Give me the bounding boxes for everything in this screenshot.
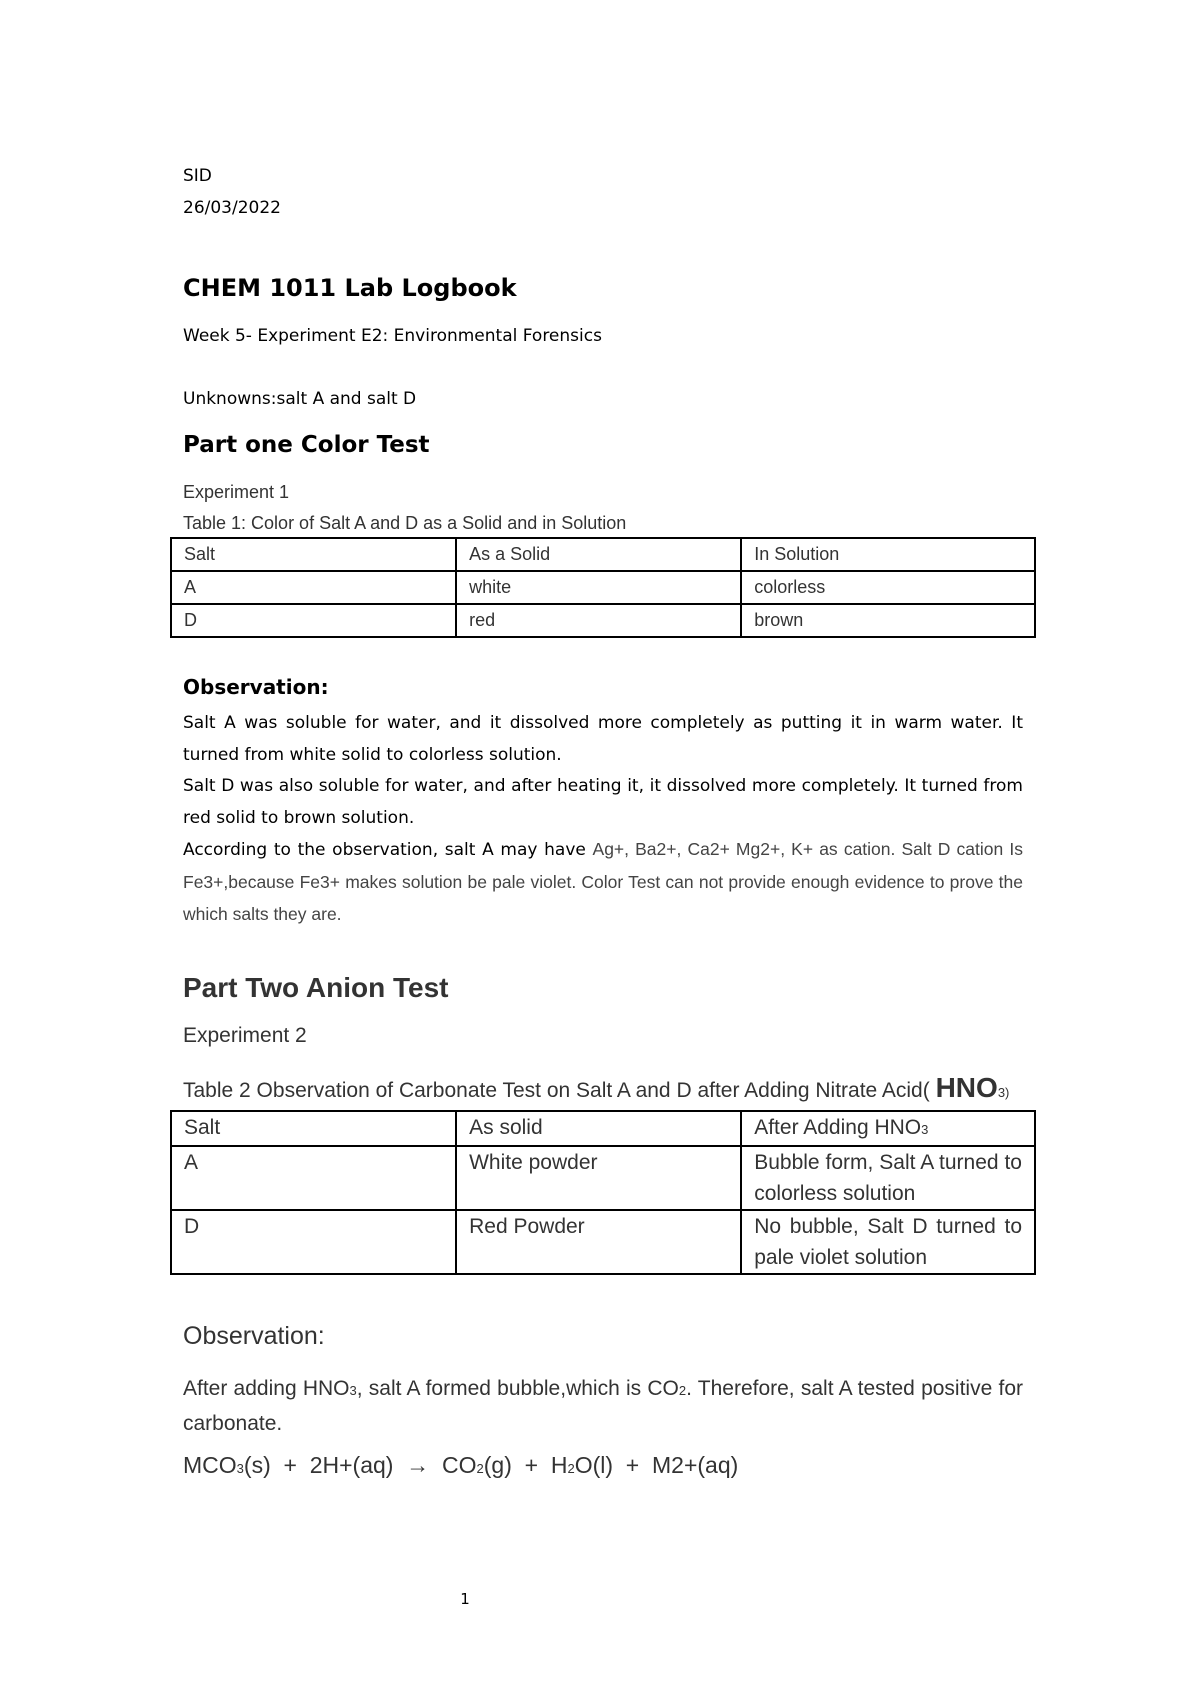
header-cell: As solid: [456, 1111, 741, 1146]
unknowns-line: Unknowns:salt A and salt D: [183, 389, 417, 409]
table-cell: A: [171, 571, 456, 604]
table-header-row: [171, 538, 1035, 571]
week-subtitle: Week 5- Experiment E2: Environmental Forensics: [183, 326, 602, 346]
table-cell: D: [171, 604, 456, 637]
observation-conclusion: [183, 834, 1023, 932]
header-cell: [741, 1111, 1035, 1146]
table-cell: white: [456, 571, 741, 604]
table-cell: A: [171, 1146, 456, 1210]
date: 26/03/2022: [183, 198, 281, 218]
table-cell: White powder: [456, 1146, 741, 1210]
table-2: [170, 1110, 1036, 1275]
observation-salt-a: Salt A was soluble for water, and it dissolved more completely as putting it in warm water. It turned from white solid to colorless solution.: [183, 713, 1023, 765]
student-id: SID: [183, 166, 212, 186]
header-cell: Salt: [171, 1111, 456, 1146]
table-cell: colorless: [741, 571, 1035, 604]
caption-formula: HNO: [935, 1072, 998, 1103]
caption-text: Table 2 Observation of Carbonate Test on Salt A and D after Adding Nitrate Acid(: [183, 1079, 936, 1102]
table-row: [171, 1210, 1035, 1274]
caption-close: ): [1005, 1085, 1010, 1100]
chemical-equation: [183, 1452, 738, 1479]
header-text: After Adding HNO: [754, 1116, 922, 1139]
eq-subscript: 3: [236, 1461, 244, 1476]
table-cell: Bubble form, Salt A turned to colorless solution: [741, 1146, 1035, 1210]
table-1-caption: Table 1: Color of Salt A and D as a Solid and in Solution: [183, 513, 627, 533]
eq-subscript: 2: [567, 1461, 575, 1476]
eq-part: O(l) + M2+(aq): [574, 1452, 739, 1478]
table-2-caption: [183, 1072, 1009, 1104]
obs-text: . Therefore, salt A tested positive for carbonate.: [183, 1377, 1023, 1435]
caption-subscript: 3: [997, 1085, 1006, 1100]
document-title: CHEM 1011 Lab Logbook: [183, 274, 517, 302]
eq-part: MCO: [183, 1452, 237, 1478]
table-cell: brown: [741, 604, 1035, 637]
header-subscript: 3: [921, 1122, 929, 1137]
table-cell: red: [456, 604, 741, 637]
part-one-heading: Part one Color Test: [183, 432, 430, 458]
header-cell: As a Solid: [456, 538, 741, 571]
observation-2-heading: Observation:: [183, 1322, 325, 1350]
table-header-row: [171, 1111, 1035, 1146]
obs-subscript: 3: [349, 1383, 357, 1398]
experiment-1-label: Experiment 1: [183, 482, 290, 502]
eq-part: (s) + 2H+(aq) → CO: [243, 1452, 477, 1478]
table-cell: Red Powder: [456, 1210, 741, 1274]
table-row: [171, 604, 1035, 637]
obs-text: After adding HNO: [183, 1377, 350, 1400]
table-row: [171, 571, 1035, 604]
table-cell: No bubble, Salt D turned to pale violet solution: [741, 1210, 1035, 1274]
observation-2-text: [183, 1372, 1023, 1440]
experiment-2-label: Experiment 2: [183, 1024, 307, 1047]
observation-salt-d: Salt D was also soluble for water, and after heating it, it dissolved more completely. It turned from red solid to brown solution.: [183, 776, 1023, 828]
table-1: [170, 537, 1036, 638]
eq-subscript: 2: [476, 1461, 484, 1476]
header-cell: Salt: [171, 538, 456, 571]
obs-text: , salt A formed bubble,which is CO: [356, 1377, 679, 1400]
table-row: [171, 1146, 1035, 1210]
obs-subscript: 2: [678, 1383, 687, 1398]
conclusion-lead: According to the observation, salt A may have: [183, 840, 593, 860]
page-number: [0, 1590, 930, 1608]
header-cell: In Solution: [741, 538, 1035, 571]
conclusion-cations: Ag+, Ba2+, Ca2+ Mg2+, K+ as cation. Salt D cation Is Fe3+,because Fe3+ makes solution be pale violet. Color Test can not provide enough evidence to prove the which salts they are.: [183, 839, 1023, 924]
table-cell: D: [171, 1210, 456, 1274]
page-number-text: 1: [460, 1590, 470, 1608]
observation-1-text: [183, 708, 1023, 932]
observation-1-heading: Observation:: [183, 675, 329, 699]
part-two-heading: Part Two Anion Test: [183, 972, 449, 1003]
eq-part: (g) + H: [483, 1452, 568, 1478]
